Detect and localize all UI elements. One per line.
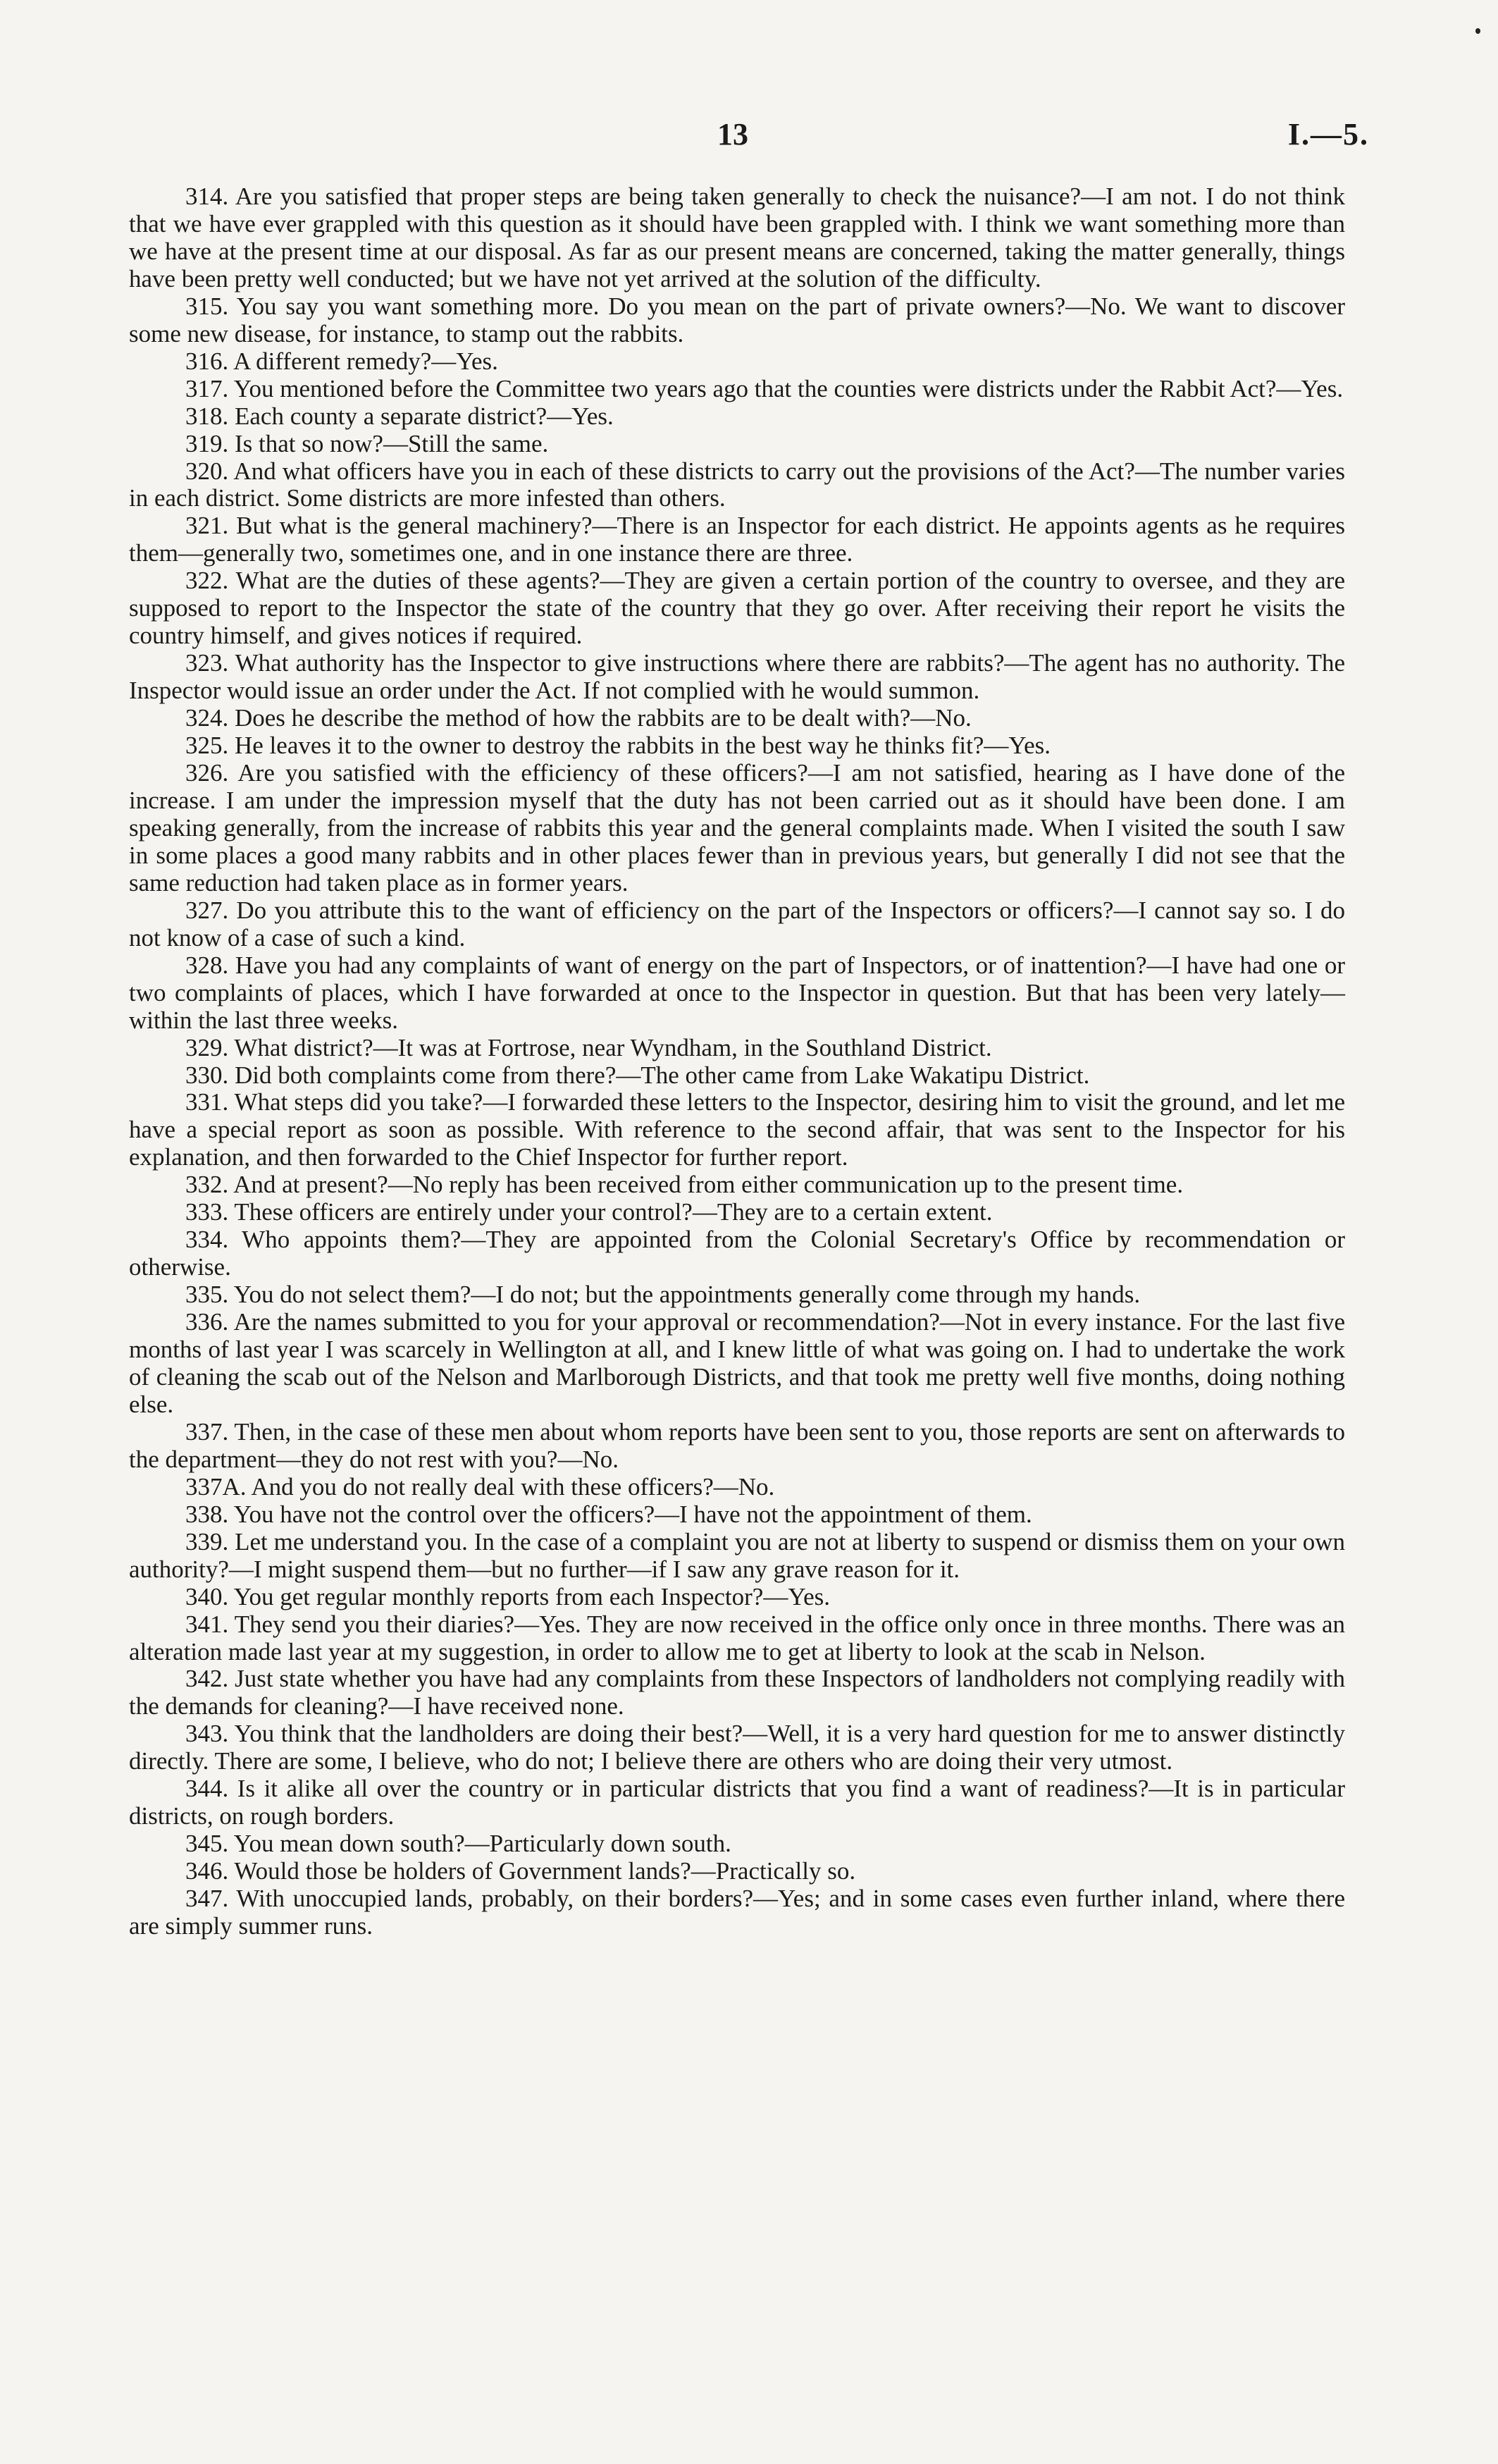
paragraph-344: 344. Is it alike all over the country or in particular districts that you find a want of readiness?—It is in particular districts, on rough borders. [129, 1775, 1345, 1830]
paragraph-321: 321. But what is the general machinery?—There is an Inspector for each district. He appoints agents as he requires them—generally two, sometimes one, and in one instance there are three. [129, 512, 1345, 567]
paragraph-339: 339. Let me understand you. In the case of a complaint you are not at liberty to suspend or dismiss them on your own authority?—I might suspend them—but no further—if I saw any grave reason for it. [129, 1527, 1345, 1583]
paragraph-343: 343. You think that the landholders are doing their best?—Well, it is a very hard question for me to answer distinctly directly. There are some, I believe, who do not; I believe there are others who are doing their very utmost. [129, 1720, 1345, 1775]
paragraph-318: 318. Each county a separate district?—Yes. [185, 402, 614, 430]
paragraph-342: 342. Just state whether you have had any complaints from these Inspectors of landholders not complying readily with the demands for cleaning?—I have received none. [129, 1665, 1345, 1720]
paragraph-336: 336. Are the names submitted to you for your approval or recommendation?—Not in every instance. For the last five months of last year I was scarcely in Wellington at all, and I knew little of what was going on. I had to undertake the work of cleaning the scab out of the Nelson and Marlborough Districts, and that took me pretty well five months, doing nothing else. [129, 1308, 1345, 1418]
paragraph-322: 322. What are the duties of these agents?—They are given a certain portion of the country to oversee, and they are supposed to report to the Inspector the state of the country that they go over. After receiving their report he visits the country himself, and gives notices if required. [129, 567, 1345, 650]
paragraph-323: 323. What authority has the Inspector to give instructions where there are rabbits?—The agent has no authority. The Inspector would issue an order under the Act. If not complied with he would summon. [129, 649, 1345, 705]
paragraph-314: 314. Are you satisfied that proper steps are being taken generally to check the nuisance?—I am not. I do not think that we have ever grappled with this question as it should have been grappled with. I think we want something more than we have at the present time at our disposal. As far as our present means are concerned, taking the matter generally, things have been pretty well conducted; but we have not yet arrived at the solution of the difficulty. [129, 183, 1345, 292]
paragraph-325: 325. He leaves it to the owner to destroy the rabbits in the best way he thinks fit?—Yes. [185, 732, 1051, 760]
paragraph-340: 340. You get regular monthly reports from each Inspector?—Yes. [185, 1582, 831, 1610]
paragraph-329: 329. What district?—It was at Fortrose, near Wyndham, in the Southland District. [185, 1033, 992, 1061]
paragraph-316: 316. A different remedy?—Yes. [185, 347, 498, 375]
paragraph-330: 330. Did both complaints come from there?—The other came from Lake Wakatipu District. [185, 1061, 1090, 1089]
paragraph-338: 338. You have not the control over the officers?—I have not the appointment of them. [185, 1500, 1032, 1528]
paragraph-335: 335. You do not select them?—I do not; but the appointments generally come through my hands. [185, 1281, 1141, 1309]
paragraph-341: 341. They send you their diaries?—Yes. They are now received in the office only once in three months. There was an alteration made last year at my suggestion, in order to allow me to get at liberty to look at the scab in Nelson. [129, 1610, 1345, 1665]
paragraph-331: 331. What steps did you take?—I forwarded these letters to the Inspector, desiring him to visit the ground, and let me have a special report as soon as possible. With reference to the second affair, that was sent to the Inspector for his explanation, and then forwarded to the Chief Inspector for further report. [129, 1088, 1345, 1171]
paragraph-320: 320. And what officers have you in each of these districts to carry out the provisions of the Act?—The number varies in each district. Some districts are more infested than others. [129, 457, 1345, 512]
paragraph-337a: 337A. And you do not really deal with these officers?—No. [185, 1472, 775, 1501]
document-reference: I.—5. [1287, 117, 1369, 152]
paragraph-326: 326. Are you satisfied with the efficiency of these officers?—I am not satisfied, hearing as I have done of the increase. I am under the impression myself that the duty has not been carried out as it should have been done. I am speaking generally, from the increase of rabbits this year and the general complaints made. When I visited the south I saw in some places a good many rabbits and in other places fewer than in previous years, but generally I did not see that the same reduction had taken place as in former years. [129, 759, 1345, 897]
paragraph-345: 345. You mean down south?—Particularly down south. [185, 1830, 731, 1858]
paragraph-332: 332. And at present?—No reply has been received from either communication up to the present time. [185, 1171, 1184, 1199]
paragraph-319: 319. Is that so now?—Still the same. [185, 429, 549, 457]
paragraph-315: 315. You say you want something more. Do you mean on the part of private owners?—No. We want to discover some new disease, for instance, to stamp out the rabbits. [129, 292, 1345, 347]
testimony-body [129, 183, 1345, 1940]
scan-speck [1475, 28, 1480, 34]
paragraph-327: 327. Do you attribute this to the want of efficiency on the part of the Inspectors or officers?—I cannot say so. I do not know of a case of such a kind. [129, 896, 1345, 951]
paragraph-324: 324. Does he describe the method of how the rabbits are to be dealt with?—No. [185, 704, 972, 732]
paragraph-347: 347. With unoccupied lands, probably, on their borders?—Yes; and in some cases even further inland, where there are simply summer runs. [129, 1885, 1345, 1940]
paragraph-328: 328. Have you had any complaints of want of energy on the part of Inspectors, or of inattention?—I have had one or two complaints of places, which I have forwarded at once to the Inspector in question. But that has been very lately—within the last three weeks. [129, 951, 1345, 1034]
paragraph-337: 337. Then, in the case of these men about whom reports have been sent to you, those reports are sent on afterwards to the department—they do not rest with you?—No. [129, 1417, 1345, 1473]
paragraph-317: 317. You mentioned before the Committee two years ago that the counties were districts under the Rabbit Act?—Yes. [185, 374, 1344, 402]
paragraph-333: 333. These officers are entirely under your control?—They are to a certain extent. [185, 1198, 993, 1226]
paragraph-346: 346. Would those be holders of Government lands?—Practically so. [185, 1857, 856, 1885]
paragraph-334: 334. Who appoints them?—They are appointed from the Colonial Secretary's Office by recommendation or otherwise. [129, 1226, 1345, 1281]
page-number: 13 [717, 117, 748, 152]
